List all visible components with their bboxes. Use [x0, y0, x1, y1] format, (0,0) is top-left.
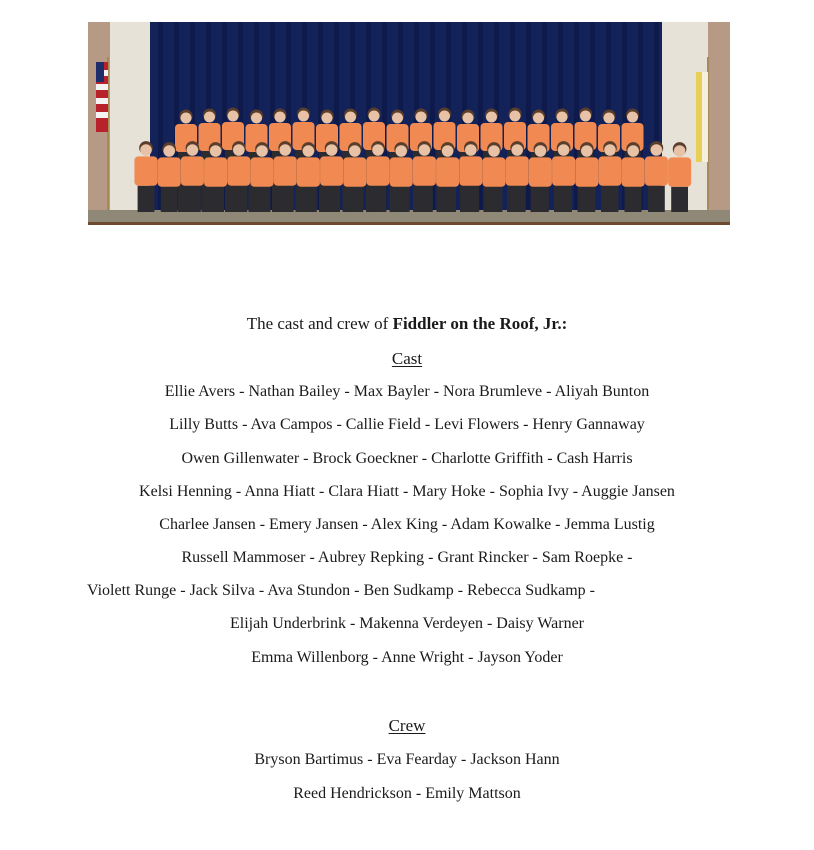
cast-line-7: Violett Runge - Jack Silva - Ava Stundon - Ben Sudkamp - Rebecca Sudkamp - [87, 582, 595, 599]
cast-line-2: Lilly Butts - Ava Campos - Callie Field - Levi Flowers - Henry Gannaway [169, 416, 645, 433]
intro-line [0, 314, 814, 334]
intro-prefix: The cast and crew of [246, 314, 393, 333]
crew-line-1: Bryson Bartimus - Eva Fearday - Jackson Hann [254, 751, 560, 768]
cast-line-1: Ellie Avers - Nathan Bailey - Max Bayler - Nora Brumleve - Aliyah Bunton [164, 383, 650, 400]
crew-heading: Crew [388, 716, 426, 735]
cast-line-4: Kelsi Henning - Anna Hiatt - Clara Hiatt - Mary Hoke - Sophia Ivy - Auggie Jansen [139, 483, 675, 500]
cast-line-9: Emma Willenborg - Anne Wright - Jayson Yoder [251, 649, 563, 666]
cast-line-5: Charlee Jansen - Emery Jansen - Alex King - Adam Kowalke - Jemma Lustig [159, 516, 655, 533]
show-title: Fiddler on the Roof, Jr.: [392, 314, 568, 333]
cast-heading: Cast [391, 349, 423, 368]
cast-line-6: Russell Mammoser - Aubrey Repking - Grant Rincker - Sam Roepke - [181, 549, 633, 566]
photo-wall-right-panel [708, 22, 730, 212]
group-photo [88, 22, 730, 225]
cast-line-3: Owen Gillenwater - Brock Goeckner - Charlotte Griffith - Cash Harris [181, 450, 633, 467]
cast-line-8: Elijah Underbrink - Makenna Verdeyen - Daisy Warner [230, 615, 584, 632]
crew-line-2: Reed Hendrickson - Emily Mattson [293, 785, 521, 802]
